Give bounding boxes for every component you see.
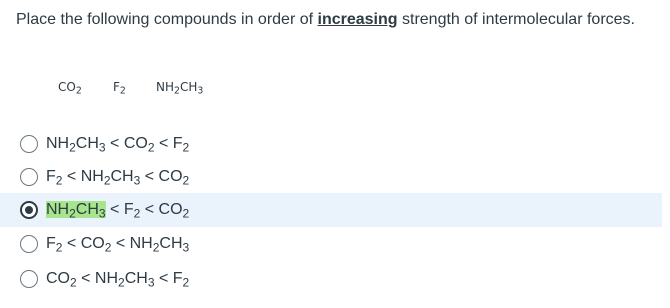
subscript: 2 (118, 275, 125, 290)
subscript: 2 (69, 206, 76, 221)
question-prefix: Place the following compounds in order of (16, 11, 318, 28)
formula-text: NH (156, 80, 174, 94)
subscript: 3 (98, 140, 106, 155)
compound-1 (58, 80, 82, 97)
formula-text: < CO (140, 201, 183, 218)
answer-option-1[interactable] (0, 127, 662, 161)
subscript: 3 (98, 206, 106, 221)
formula-text: < NH (111, 235, 153, 252)
subscript: 2 (75, 85, 82, 97)
subscript: 2 (182, 206, 190, 221)
answer-option-label (46, 135, 189, 153)
subscript: 2 (174, 85, 180, 97)
formula-text: < CO (140, 168, 183, 185)
subscript: 3 (133, 173, 141, 188)
subscript: 2 (55, 173, 63, 188)
answer-option-rest (105, 201, 190, 221)
formula-text: F (46, 235, 56, 252)
subscript: 3 (147, 275, 155, 290)
formula-text: CO (58, 80, 76, 94)
subscript: 3 (197, 85, 204, 97)
formula-text: < F (105, 201, 134, 218)
subscript: 2 (147, 140, 155, 155)
answer-option-label (46, 168, 189, 186)
question-text (16, 7, 656, 32)
answer-option-label (46, 270, 189, 288)
formula-text: CO (46, 270, 70, 287)
answer-option-label (46, 235, 189, 253)
subscript: 2 (182, 275, 190, 290)
text-highlight (46, 201, 106, 221)
subscript: 2 (55, 240, 63, 255)
compound-3 (156, 80, 204, 97)
formula-text: CH (179, 80, 198, 94)
subscript: 2 (182, 173, 190, 188)
formula-text: < CO (62, 235, 105, 252)
subscript: 3 (182, 240, 190, 255)
radio-selected-icon[interactable] (20, 201, 38, 219)
answer-option-5[interactable] (0, 262, 662, 296)
formula-text: F (46, 168, 56, 185)
subscript: 2 (133, 206, 141, 221)
subscript: 2 (182, 140, 190, 155)
formula-text: < NH (62, 168, 104, 185)
formula-text: CH (124, 270, 148, 287)
formula-text: NH (46, 201, 70, 218)
radio-unselected-icon[interactable] (20, 235, 38, 253)
subscript: 2 (104, 240, 112, 255)
formula-text: CH (75, 201, 99, 218)
subscript: 2 (119, 85, 126, 97)
formula-text: < NH (76, 270, 119, 287)
question-emphasis: increasing (317, 11, 398, 28)
formula-text: < F (154, 270, 183, 287)
subscript: 2 (152, 240, 160, 255)
radio-unselected-icon[interactable] (20, 168, 38, 186)
answer-option-label (46, 201, 189, 219)
radio-unselected-icon[interactable] (20, 270, 38, 288)
compound-2 (113, 80, 126, 97)
formula-text: < F (154, 135, 183, 152)
formula-text: F (113, 80, 120, 94)
radio-unselected-icon[interactable] (20, 135, 38, 153)
formula-text: NH (46, 135, 70, 152)
formula-text: CH (75, 135, 99, 152)
subscript: 2 (69, 140, 76, 155)
answer-option-2[interactable] (0, 160, 662, 194)
formula-text: CH (159, 235, 183, 252)
subscript: 2 (103, 173, 111, 188)
formula-text: < CO (105, 135, 148, 152)
answer-option-3[interactable] (0, 193, 662, 227)
formula-text: CH (110, 168, 134, 185)
question-suffix: strength of intermolecular forces. (397, 11, 635, 28)
answer-option-4[interactable] (0, 227, 662, 261)
subscript: 2 (70, 275, 77, 290)
